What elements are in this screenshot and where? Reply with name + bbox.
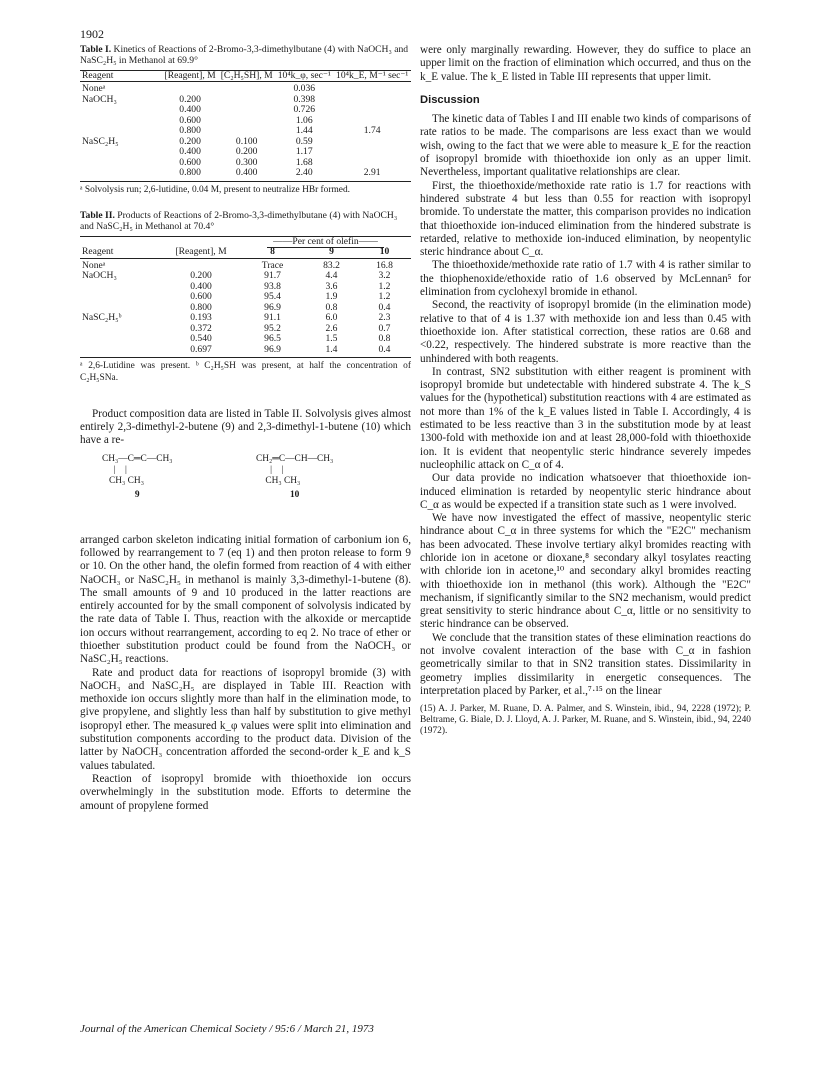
table-cell: 16.8	[376, 259, 393, 271]
paragraph: Reaction of isopropyl bromide with thioethoxide ion occurs overwhelmingly in the substitution mode. Efforts to determine the amount of propylene formed	[80, 772, 411, 812]
table-cell: 0.036	[293, 83, 316, 95]
table-cell	[80, 345, 162, 358]
table-cell: NaSC₂H₅	[82, 135, 119, 147]
table-cell: 1.74	[363, 125, 381, 137]
table2-caption-label: Table II.	[80, 210, 115, 222]
table-cell	[80, 116, 162, 127]
table-cell: 0.726	[293, 104, 316, 116]
structure-10: CH₂═C—CH—CH₃ | | CH₃ CH₃ 10	[256, 454, 333, 502]
table-cell	[218, 116, 275, 127]
table1-caption-label: Table I.	[80, 44, 112, 55]
table-cell: 2.6	[325, 322, 338, 334]
table-cell: 0.697	[162, 345, 240, 358]
table1-header: Reagent	[80, 70, 162, 82]
table-cell	[333, 105, 411, 116]
structure-label: 10	[289, 489, 300, 500]
table-cell	[80, 168, 162, 181]
table-row	[80, 116, 411, 127]
table1-footnote: ᵃ Solvolysis run; 2,6-lutidine, 0.04 M, present to neutralize HBr formed.	[80, 184, 350, 195]
table-cell: 96.9	[264, 301, 281, 313]
table-cell: 0.59	[295, 135, 313, 147]
structure-9: CH₃—C═C—CH₃ | | CH₃ CH₃ 9	[102, 454, 172, 502]
table-row	[80, 292, 411, 303]
table-cell: 0.300	[235, 156, 258, 168]
table-cell: 0.8	[378, 333, 391, 345]
table-cell: 1.68	[295, 156, 313, 168]
table1-header: [C₂H₅SH], M	[218, 70, 275, 82]
table-cell	[80, 334, 162, 345]
table-cell: 0.200	[190, 270, 212, 282]
paragraph: We conclude that the transition states of these elimination reactions do not involve covalent interaction of the base with C_α in fashion geometrically similar to that in SN2 transition states. Dissimilarity in geometry implies dissimilarity in energetic consequences. The interpretation placed by Parker, et al.,⁷·¹⁵ on the linear	[420, 631, 751, 697]
table-cell	[333, 95, 411, 106]
table-cell: NaSC₂H₅ᵇ	[82, 312, 122, 324]
table2-caption-text: Products of Reactions of 2-Bromo-3,3-dimethylbutane (4) with NaOCH₃ and NaSC₂H₅ in Methanol at 70.4°	[80, 210, 398, 233]
table2-footnote: ᵃ 2,6-Lutidine was present. ᵇ C₂H₅SH was present, at half the concentration of C₂H₅SNa.	[80, 361, 411, 383]
section-heading: Discussion	[420, 93, 480, 106]
paragraph: Our data provide no indication whatsoever that thioethoxide ion-induced elimination is retarded by neopentylic steric hindrance about C_α as would be expected if a transition state such as 1 were involved.	[420, 472, 751, 511]
table2-header: Reagent	[80, 247, 162, 258]
table-cell: 96.5	[264, 333, 281, 345]
table-cell	[333, 147, 411, 158]
paragraph: We have now investigated the effect of massive, neopentylic steric hindrance about C_α in three systems for which the "E2C" mechanism has been advocated. These involve tertiary alkyl bromides reacting with chloride ion in acetone or dioxane,⁸ secondary alkyl tosylates reacting with chloride ion in acetone,¹⁰ and secondary alkyl bromides reacting with thioethoxide ion in methanol (this work). Although the "E2C" mechanism, if significantly similar to the SN2 mechanism, would predict great sensitivity to steric hindrance about C_α, little or no sensitivity to steric hindrance can be observed.	[420, 512, 751, 631]
table-cell	[218, 95, 275, 106]
table-row	[80, 345, 411, 358]
table-cell: 0.4	[378, 301, 391, 313]
structures	[80, 454, 411, 526]
table-cell: 6.0	[325, 312, 338, 324]
table-cell: 1.9	[325, 291, 338, 303]
table-cell	[80, 158, 162, 169]
table-cell: 2.91	[333, 168, 411, 181]
table2-header: 8	[240, 247, 305, 258]
table-cell: NaOCH₃	[82, 93, 117, 105]
table-cell	[333, 137, 411, 148]
table-cell: 0.398	[293, 93, 316, 105]
table-cell: 0.4	[358, 345, 411, 358]
table-row	[80, 334, 411, 345]
table-cell: 0.200	[179, 93, 201, 105]
table-row	[80, 258, 411, 271]
table-cell: 3.2	[378, 270, 391, 282]
table-cell: 0.600	[179, 156, 201, 168]
table-cell: Trace	[261, 259, 284, 271]
paragraph: The thioethoxide/methoxide rate ratio of 1.7 with 4 is rather similar to the thiophenoxide/ethoxide ratio of 1.6 observed by McLennan⁵ for elimination from cyclohexyl bromide in ethanol.	[420, 259, 751, 299]
table-cell: 0.400	[190, 280, 212, 292]
table-cell	[80, 324, 162, 335]
left-column	[80, 44, 411, 813]
table-cell: 0.800	[190, 301, 212, 313]
table1	[80, 70, 411, 182]
right-column	[420, 44, 751, 737]
table-cell: 0.400	[218, 168, 275, 181]
table-row	[80, 303, 411, 314]
table-cell	[80, 147, 162, 158]
reference-15: (15) A. J. Parker, M. Ruane, D. A. Palmer, and S. Winstein, ibid., 94, 2228 (1972); P. Beltrame, G. Biale, D. J. Lloyd, A. J. Parker, M. Ruane, and S. Winstein, ibid., 94, 2240 (1972).	[420, 704, 751, 737]
table-cell: 0.200	[179, 135, 201, 147]
table-cell: Noneᵃ	[82, 83, 106, 95]
table-cell: 3.6	[325, 280, 338, 292]
table-cell: 0.100	[235, 135, 258, 147]
table-row	[80, 82, 411, 95]
table-cell: 0.600	[190, 291, 212, 303]
table-cell: 0.400	[179, 146, 201, 158]
table1-caption	[80, 44, 411, 67]
table-cell	[333, 82, 411, 95]
table-row	[80, 168, 411, 181]
table-cell: 0.800	[162, 168, 218, 181]
table-cell: 1.4	[305, 345, 358, 358]
table-cell	[162, 82, 218, 95]
table1-header: 10⁴k_φ, sec⁻¹	[275, 70, 333, 82]
table-cell: 93.8	[264, 280, 281, 292]
paragraph: Second, the reactivity of isopropyl bromide (in the elimination mode) relative to that of 4 is 1.37 with methoxide ion and less than 0.45 with thioethoxide ion. After statistical correction, these ratios are 0.68 and <0.22, respectively. The hindered substrate is more reactive than the unhindered with both reagents.	[420, 299, 751, 365]
table-cell: 1.5	[325, 333, 338, 345]
table-cell: 0.372	[190, 322, 212, 334]
table-cell: 95.2	[264, 322, 281, 334]
paragraph: Product composition data are listed in Table II. Solvolysis gives almost entirely 2,3-dimethyl-2-butene (9) and 2,3-dimethyl-1-butene (10) which have a re-	[80, 407, 411, 447]
table-cell: 0.800	[179, 125, 201, 137]
table-cell: 1.17	[295, 146, 313, 158]
page-number: 1902	[80, 27, 104, 41]
paragraph: arranged carbon skeleton indicating initial formation of carbonium ion 6, followed by rearrangement to 7 (eq 1) and then proton release to form 9 or 10. On the other hand, the olefin formed from reaction of 4 with either NaOCH₃ or NaSC₂H₅ in methanol is mainly 3,3-dimethyl-1-butene (8). The small amounts of 9 and 10 produced in the latter reactions are entirely accounted for by the small component of solvolysis indicated by the rate data of Table I. Thus, reaction with the alkoxide or mercaptide ion occurs without rearrangement, according to eq 2. No trace of ether or thioether substitution product could be found from the NaOCH₃ or NaSC₂H₅ reactions.	[80, 533, 411, 666]
table-cell	[80, 292, 162, 303]
table-cell: 91.7	[264, 270, 281, 282]
paragraph: First, the thioethoxide/methoxide rate ratio is 1.7 for reactions with hindered substrate 4 but less than 0.55 for reaction with isopropyl bromide. To understate the matter, this comparison provides no indication that thioethoxide ion-induced elimination from the hindered substrate is retarded, relative to methoxide ion-induced elimination, by neopentylic steric hindrance about C_α.	[420, 179, 751, 259]
table-cell: NaOCH₃	[82, 270, 117, 282]
table2	[80, 236, 411, 359]
paragraph: Rate and product data for reactions of isopropyl bromide (3) with NaOCH₃ and NaSC₂H₅ are displayed in Table III. Reaction with methoxide ion occurs slightly more than half in the elimination mode, to give propylene, and slightly less than half by substitution to give methyl isopropyl ether. The measured k_φ values were split into elimination and substitution components according to the product data. Division of the latter by NaOCH₃ concentration afforded the second-order k_E and k_S values tabulated.	[80, 666, 411, 772]
table-cell: 2.3	[378, 312, 391, 324]
table1-header: 10⁴k_E, M⁻¹ sec⁻¹	[333, 70, 411, 82]
table-cell: 0.8	[325, 301, 338, 313]
table-row	[80, 324, 411, 335]
table-cell: 0.7	[378, 322, 391, 334]
paragraph: were only marginally rewarding. However, they do suffice to place an upper limit on the fraction of elimination which occurred, and thus on the k_E value. The k_E listed in Table III represents that upper limit.	[420, 44, 751, 83]
table-row	[80, 282, 411, 293]
table-row	[80, 95, 411, 106]
table-cell	[218, 82, 275, 95]
table-cell: Noneᵃ	[82, 259, 106, 271]
table-cell	[80, 105, 162, 116]
table-cell: 1.2	[378, 291, 391, 303]
table-cell: 0.200	[235, 146, 258, 158]
table-cell: 0.600	[179, 114, 201, 126]
table-cell: 96.9	[240, 345, 305, 358]
table-cell: 1.06	[295, 114, 313, 126]
table-cell: 4.4	[325, 270, 338, 282]
paragraph: In contrast, SN2 substitution with either reagent is prominent with isopropyl bromide but undetectable with hindered substrate 4. The k_S values for the (hypothetical) substitution reactions with 4 are estimated as not more than 1% of the k_E values listed in Table I. Accordingly, 4 is estimated to be less reactive than 3 in the substitution mode by at least 1300-fold with methoxide ion and at least 28,000-fold with thioethoxide ion. It is evident that neopentylic steric hindrance severely impedes nucleophilic attack on C_α of 4.	[420, 365, 751, 471]
table2-header: 9	[305, 247, 358, 258]
table2-header: 10	[358, 247, 411, 258]
table2-caption	[80, 210, 411, 233]
table-cell: 0.540	[190, 333, 212, 345]
table-cell: 0.193	[190, 312, 212, 324]
table-cell: 91.1	[264, 312, 281, 324]
table2-group-header: ——Per cent of olefin——	[240, 236, 411, 247]
table-row	[80, 313, 411, 324]
table-cell: 1.2	[378, 280, 391, 292]
table-cell: 0.400	[179, 104, 201, 116]
table2-header: [Reagent], M	[162, 247, 240, 258]
table-cell	[80, 282, 162, 293]
table1-header: [Reagent], M	[162, 70, 218, 82]
paragraph: The kinetic data of Tables I and III enable two kinds of comparisons of rate ratios to be made. The comparisons are less exact than we would wish, owing to the fact that we were able to measure k_E for the reaction of isopropyl bromide with thioethoxide ion only as an upper limit. Nevertheless, important qualitative relationships are clear.	[420, 113, 751, 179]
table-cell	[218, 105, 275, 116]
table1-caption-text: Kinetics of Reactions of 2-Bromo-3,3-dimethylbutane (4) with NaOCH₃ and NaSC₂H₅ in Methanol at 69.9°	[80, 44, 409, 67]
table-cell: 95.4	[264, 291, 281, 303]
structure-label: 9	[134, 489, 140, 500]
table-cell: 2.40	[275, 168, 333, 181]
table-cell: 83.2	[323, 259, 340, 271]
journal-footer: Journal of the American Chemical Society / 95:6 / March 21, 1973	[80, 1023, 374, 1035]
table-cell: 1.44	[295, 125, 313, 137]
table-row	[80, 105, 411, 116]
table-row	[80, 271, 411, 282]
